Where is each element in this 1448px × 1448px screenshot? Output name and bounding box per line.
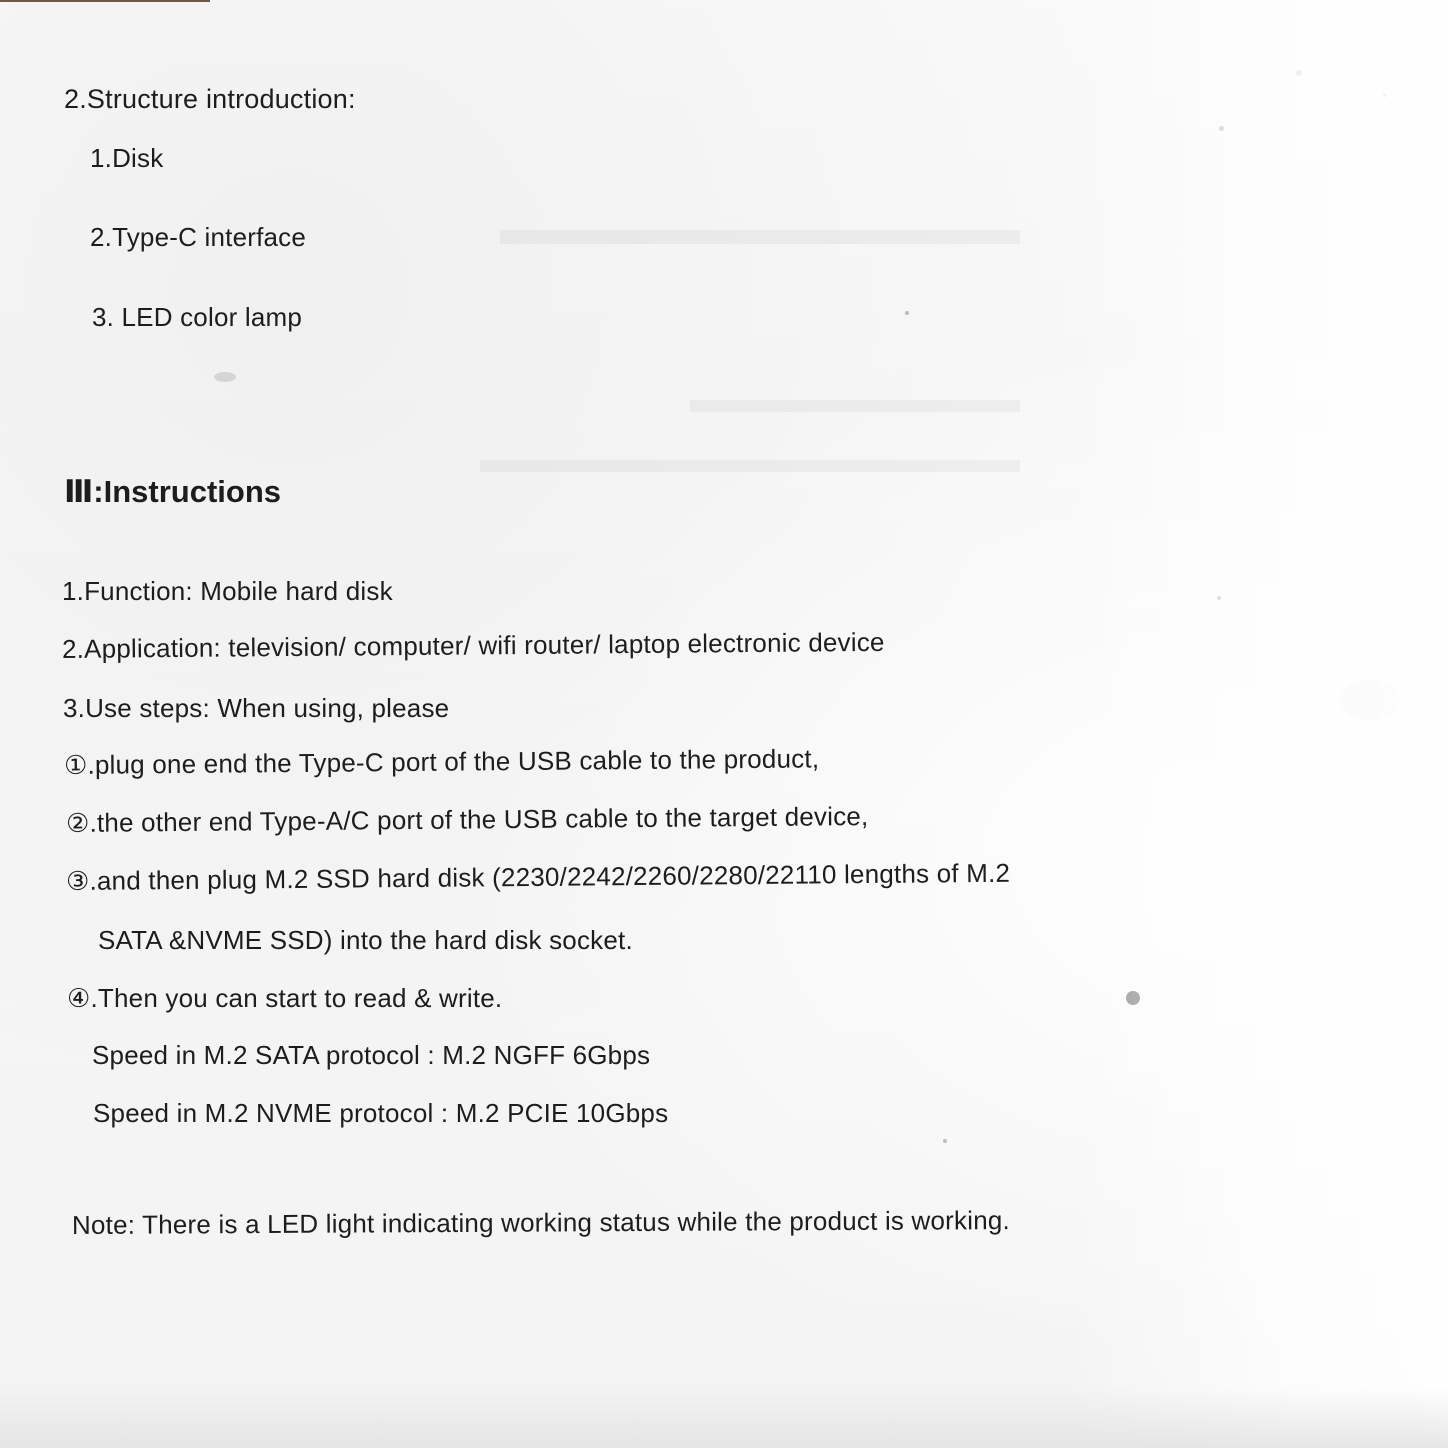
step-4: ④.Then you can start to read & write. <box>67 983 503 1013</box>
step-2: ②.the other end Type-A/C port of the USB cable to the target device, <box>65 800 869 838</box>
structure-item-led: 3. LED color lamp <box>92 302 303 332</box>
top-edge-rule <box>0 0 210 2</box>
function-line: 1.Function: Mobile hard disk <box>62 576 393 606</box>
step-1: ①.plug one end the Type-C port of the USB cable to the product, <box>63 743 820 780</box>
scan-edge-shadow <box>0 1388 1448 1448</box>
speed-sata-line: Speed in M.2 SATA protocol : M.2 NGFF 6Gbps <box>92 1040 651 1070</box>
structure-title: 2.Structure introduction: <box>64 84 356 114</box>
dust-speck <box>905 311 909 315</box>
note-line: Note: There is a LED light indicating working status while the product is working. <box>71 1205 1011 1240</box>
bleed-through-mark <box>500 230 1020 244</box>
structure-item-disk: 1.Disk <box>90 143 164 173</box>
application-line: 2.Application: television/ computer/ wifi router/ laptop electronic device <box>61 626 885 664</box>
step-3-continued: SATA &NVME SSD) into the hard disk socket. <box>98 925 633 955</box>
dust-speck <box>943 1139 947 1143</box>
bleed-through-mark <box>690 400 1020 412</box>
bleed-through-mark <box>480 460 1020 472</box>
step-3: ③.and then plug M.2 SSD hard disk (2230/2242/2260/2280/22110 lengths of M.2 <box>65 857 1011 896</box>
dust-smudge <box>214 372 236 382</box>
speed-nvme-line: Speed in M.2 NVME protocol : M.2 PCIE 10Gbps <box>93 1098 669 1128</box>
instructions-heading: Ⅲ:Instructions <box>64 474 282 509</box>
structure-item-type-c: 2.Type-C interface <box>90 222 307 252</box>
use-steps-line: 3.Use steps: When using, please <box>63 693 450 723</box>
scan-glare <box>1068 0 1448 1448</box>
